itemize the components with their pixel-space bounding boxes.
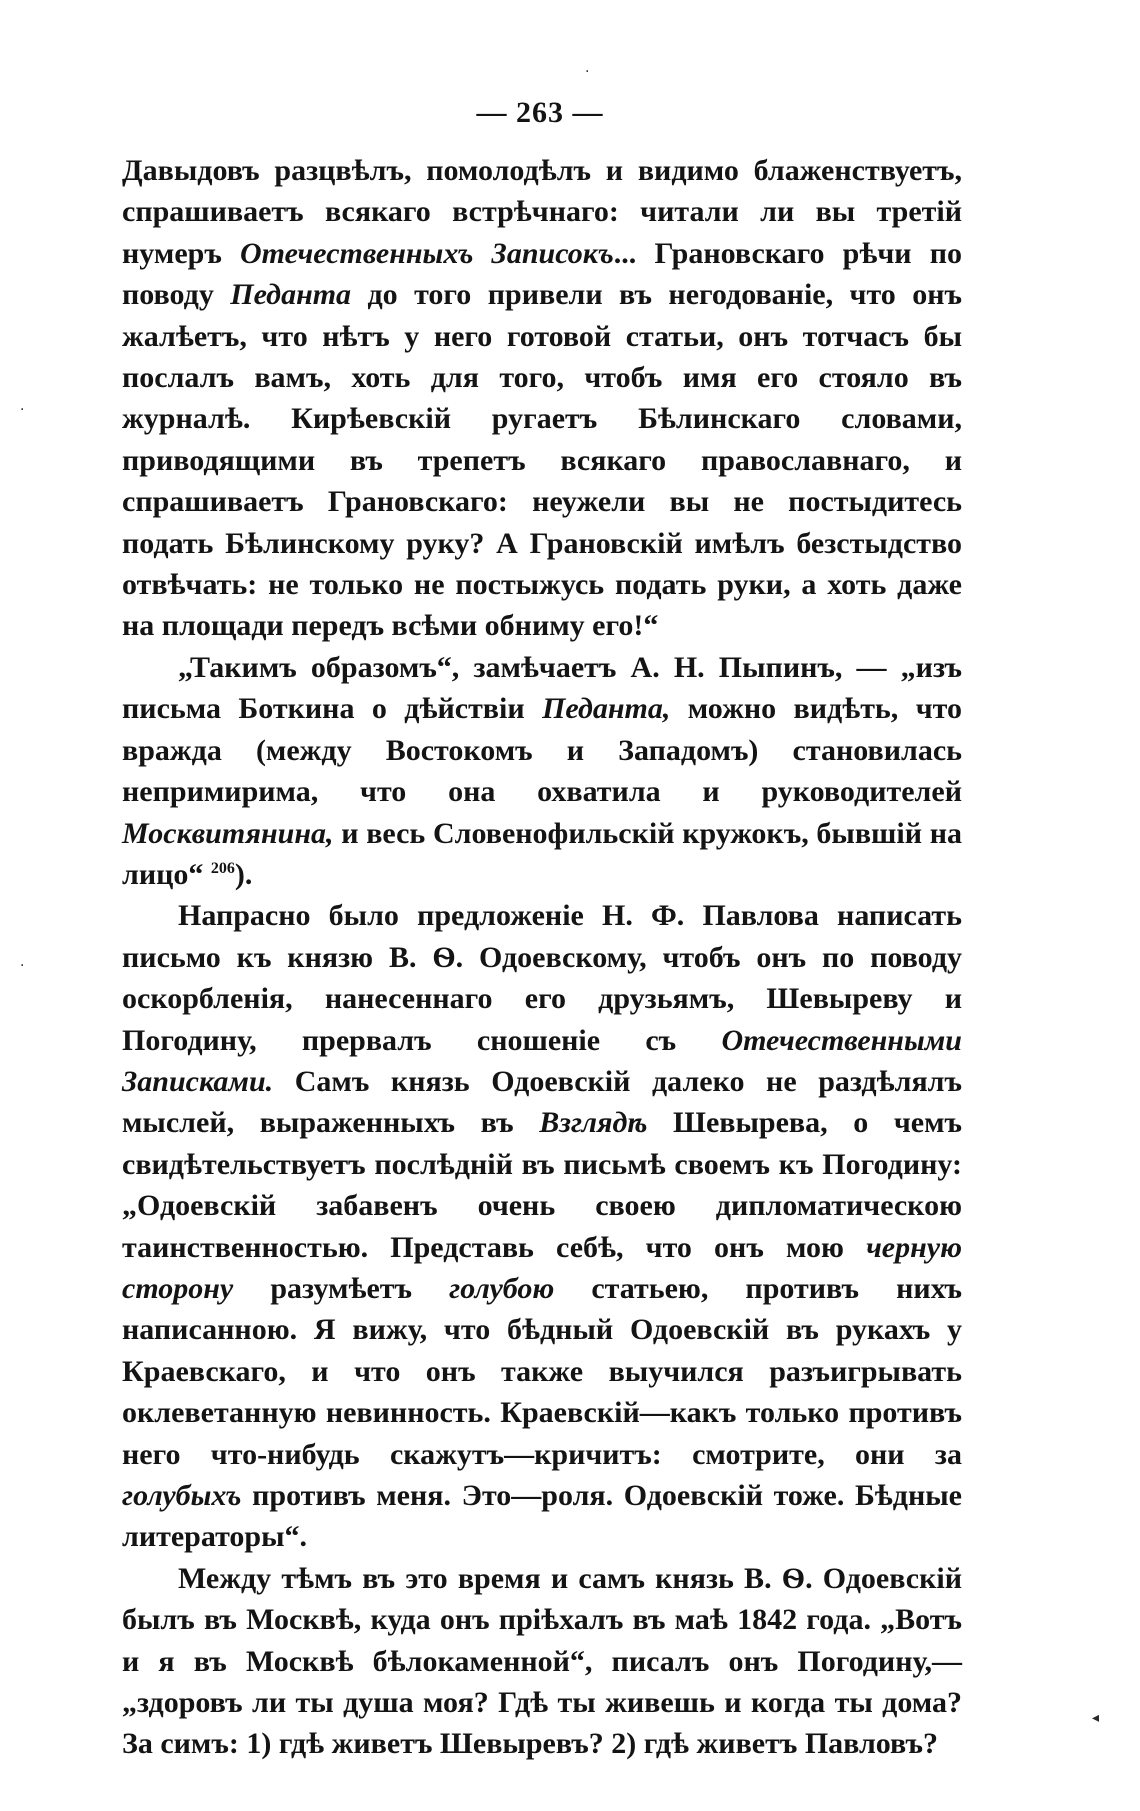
paragraph <box>122 647 962 895</box>
scan-speck: · <box>20 402 25 418</box>
paragraph <box>122 1558 962 1765</box>
text-run: противъ меня. Это—роля. Одоевскій тоже. Бѣдные литераторы“. <box>122 1479 962 1554</box>
text-run: Между тѣмъ въ это время и самъ князь В. Ѳ. Одоевскій былъ въ Москвѣ, куда онъ пріѣхалъ въ маѣ 1842 года. „Вотъ и я въ Москвѣ бѣлокаменной“, писалъ онъ Погодину,— „здоровъ ли ты душа моя? Гдѣ ты живешь и когда ты дома? За симъ: 1) гдѣ живетъ Шевыревъ? 2) гдѣ живетъ Павловъ? <box>122 1561 962 1761</box>
italic-title: Отечественныхъ Записокъ <box>240 236 614 270</box>
text-run: можно видѣть, что вражда (между Востокомъ и Западомъ) становилась непримирима, что она охватила и руководителей <box>122 692 962 809</box>
text-run: до того привели въ негодованіе, что онъ жалѣетъ, что нѣтъ у него готовой статьи, онъ тотчасъ бы послалъ вамъ, хоть для того, чтобъ имя его стояло въ журналѣ. Кирѣевскій ругаетъ Бѣлинскаго словами, приводящими въ трепетъ всякаго православнаго, и спрашиваетъ Грановскаго: неужели вы не постыдитесь подать Бѣлинскому руку? А Грановскій имѣлъ безстыдство отвѣчать: не только не постыжусь подать руки, а хоть даже на площади передъ всѣми обниму его!“ <box>122 278 962 643</box>
paragraph <box>122 150 962 647</box>
italic-title: черную сторону <box>122 1230 962 1305</box>
italic-title: голубыхъ <box>122 1479 242 1512</box>
italic-title: Взглядѣ <box>539 1106 648 1140</box>
text-run: Самъ князь Одоевскій далеко не раздѣлялъ мыслей, выраженныхъ въ <box>122 1064 962 1140</box>
text-run: Напрасно было предложеніе Н. Ф. Павлова написать письмо къ князю В. Ѳ. Одоевскому, чтобъ онъ по поводу оскорбленія, нанесеннаго его друзьямъ, Шевыреву и Погодину, прервалъ сношеніе съ <box>122 899 962 1057</box>
italic-title: Отечественными Записками. <box>122 1023 962 1098</box>
text-run: и весь Словенофильскій кружокъ, бывшій на лицо“ <box>122 816 962 891</box>
scan-speck: ◂ <box>1092 1710 1100 1726</box>
text-run: Давыдовъ разцвѣлъ, помолодѣлъ и видимо блаженствуетъ, спрашиваетъ всякаго встрѣчнаго: читали ли вы третій нумеръ <box>122 154 962 270</box>
body-text <box>122 150 962 1765</box>
text-run: Шевырева, о чемъ свидѣтельствуетъ послѣдній въ письмѣ своемъ къ Погодину: „Одоевскій забавенъ очень своею дипломатическою таинственностью. Представь себѣ, что онъ мою <box>122 1106 963 1264</box>
text-run: „Такимъ образомъ“, замѣчаетъ А. Н. Пыпинъ, — „изъ письма Боткина о дѣйствіи <box>122 650 962 726</box>
text-run: разумѣетъ <box>233 1271 450 1305</box>
text-run: ). <box>234 857 253 891</box>
paragraph <box>122 895 962 1558</box>
text-run: статьею, противъ нихъ написанною. Я вижу, что бѣдный Одоевскій въ рукахъ у Краевскаго, и что онъ также выучился разъигрывать оклеветанную невинность. Краевскій—какъ только противъ него что-нибудь скажутъ—кричитъ: смотрите, они за <box>122 1271 962 1471</box>
text-run: ... Грановскаго рѣчи по поводу <box>122 236 963 312</box>
footnote-ref: 206 <box>210 859 235 877</box>
italic-title: голубою <box>449 1271 555 1305</box>
page-number: — 263 — <box>476 96 604 129</box>
italic-title: Педанта <box>230 278 352 312</box>
italic-title: Педанта, <box>542 692 671 726</box>
scan-speck: · <box>20 958 25 974</box>
scan-speck: · <box>585 64 590 80</box>
italic-title: Москвитянина, <box>122 816 334 850</box>
